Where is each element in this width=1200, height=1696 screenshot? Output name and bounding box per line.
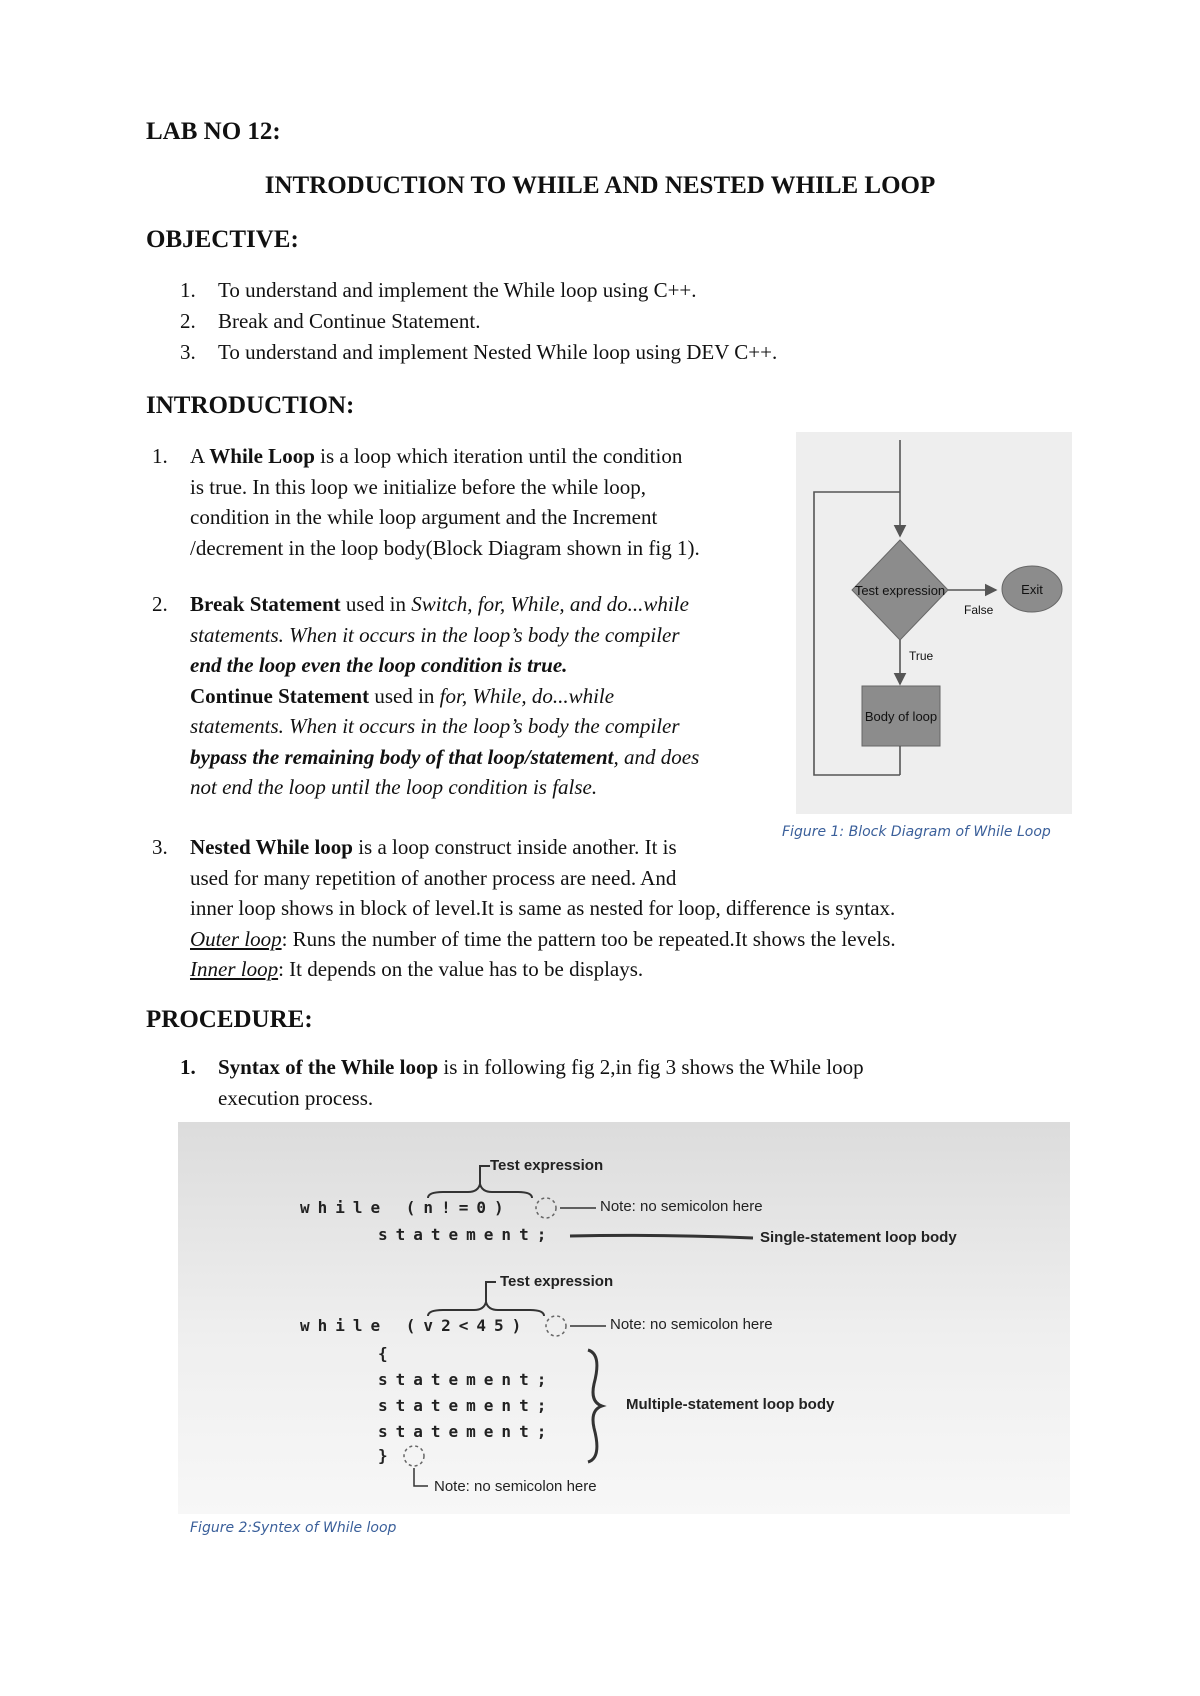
introduction-heading: INTRODUCTION: bbox=[146, 392, 355, 419]
true-label: True bbox=[909, 649, 934, 663]
text-line: statements. When it occurs in the loop’s body the compiler bbox=[190, 622, 680, 647]
test-expression-label: Test expression bbox=[854, 583, 946, 598]
outer-loop-label: Outer loop bbox=[190, 926, 282, 951]
objective-list bbox=[180, 275, 777, 368]
intro-item-1 bbox=[152, 441, 790, 563]
lab-number: LAB NO 12: bbox=[146, 118, 281, 145]
text: Switch, for, While, and do...while bbox=[411, 592, 689, 616]
list-item bbox=[180, 275, 777, 306]
syntax-term: Syntax of the While loop bbox=[218, 1055, 439, 1079]
false-label: False bbox=[964, 603, 994, 617]
continue-statement-term: Continue Statement bbox=[190, 683, 370, 708]
code-line: { bbox=[378, 1344, 396, 1363]
page-title: INTRODUCTION TO WHILE AND NESTED WHILE LOOP bbox=[264, 172, 936, 199]
body-of-loop-label: Body of loop bbox=[864, 709, 938, 724]
semicolon-marker bbox=[546, 1316, 566, 1336]
test-expression-brace bbox=[428, 1302, 544, 1316]
code-line: statement; bbox=[378, 1225, 555, 1244]
test-expression-label: Test expression bbox=[500, 1273, 614, 1290]
list-item bbox=[180, 306, 777, 337]
text: is a loop construct inside another. It is bbox=[352, 835, 677, 859]
text: bypass the remaining body of that loop/statement bbox=[190, 744, 614, 769]
single-body-leader bbox=[570, 1235, 753, 1238]
test-expression-label: Test expression bbox=[490, 1157, 604, 1174]
figure-1-caption: Figure 1: Block Diagram of While Loop bbox=[782, 824, 1051, 840]
intro-item-2 bbox=[152, 589, 790, 803]
list-number: 2. bbox=[152, 592, 168, 616]
list-number: 1. bbox=[180, 1055, 196, 1079]
text: : It depends on the value has to be displays. bbox=[278, 957, 644, 981]
single-body-label: Single-statement loop body bbox=[760, 1229, 957, 1246]
text: is a loop which iteration until the condition bbox=[314, 444, 683, 468]
intro-item-3 bbox=[152, 832, 1130, 985]
note-label: Note: no semicolon here bbox=[600, 1198, 763, 1215]
multi-body-brace bbox=[588, 1350, 602, 1462]
semicolon-marker bbox=[404, 1446, 424, 1466]
figure-2-caption: Figure 2:Syntex of While loop bbox=[190, 1520, 397, 1536]
text: is in following fig 2,in fig 3 shows the While loop bbox=[438, 1055, 864, 1079]
while-loop-term: While Loop bbox=[209, 444, 315, 468]
text: A bbox=[190, 444, 210, 468]
text: used in bbox=[369, 683, 440, 708]
code-line: statement; bbox=[378, 1370, 555, 1389]
text-line: not end the loop until the loop condition is false. bbox=[190, 775, 598, 799]
test-expression-brace bbox=[428, 1184, 532, 1198]
list-text: Break and Continue Statement. bbox=[218, 309, 481, 333]
list-number: 1. bbox=[180, 278, 196, 302]
code-line: statement; bbox=[378, 1396, 555, 1415]
nested-while-term: Nested While loop bbox=[190, 835, 353, 859]
procedure-item-1 bbox=[180, 1052, 1018, 1113]
code-line: while (v2<45) bbox=[300, 1316, 530, 1335]
note-label: Note: no semicolon here bbox=[610, 1316, 773, 1333]
text: : Runs the number of time the pattern too be repeated.It shows the levels. bbox=[281, 926, 896, 951]
inner-loop-label: Inner loop bbox=[190, 957, 279, 981]
note-leader bbox=[414, 1468, 428, 1486]
semicolon-marker bbox=[536, 1198, 556, 1218]
note-label: Note: no semicolon here bbox=[434, 1478, 597, 1495]
text-line: used for many repetition of another process are need. And bbox=[190, 865, 677, 890]
text-line: end the loop even the loop condition is true. bbox=[190, 653, 568, 677]
exit-label: Exit bbox=[1021, 582, 1043, 597]
figure-1-block-diagram bbox=[796, 432, 1072, 814]
text-line: is true. In this loop we initialize before the while loop, bbox=[190, 474, 647, 499]
test-expression-pointer bbox=[480, 1166, 490, 1184]
text-line: statements. When it occurs in the loop’s body the compiler bbox=[190, 714, 680, 738]
text: for, While, do...while bbox=[439, 683, 615, 708]
text-line: execution process. bbox=[218, 1085, 374, 1110]
list-text: To understand and implement the While loop using C++. bbox=[218, 278, 697, 302]
break-statement-term: Break Statement bbox=[190, 592, 341, 616]
text-line: /decrement in the loop body(Block Diagram shown in fig 1). bbox=[190, 535, 700, 560]
text: used in bbox=[340, 592, 412, 616]
list-number: 3. bbox=[152, 835, 168, 859]
text: , and does bbox=[613, 744, 700, 769]
list-number: 3. bbox=[180, 340, 196, 364]
list-text: To understand and implement Nested While loop using DEV C++. bbox=[218, 340, 778, 364]
multi-body-label: Multiple-statement loop body bbox=[626, 1396, 835, 1413]
list-number: 1. bbox=[152, 444, 168, 468]
figure-2-syntax bbox=[178, 1122, 1070, 1514]
code-line: while (n!=0) bbox=[300, 1198, 512, 1217]
text-line: inner loop shows in block of level.It is same as nested for loop, difference is syntax. bbox=[190, 896, 896, 920]
list-item bbox=[180, 337, 777, 368]
flowchart bbox=[796, 432, 1072, 814]
text-line: condition in the while loop argument and the Increment bbox=[190, 505, 658, 529]
test-expression-pointer bbox=[486, 1282, 496, 1302]
objective-heading: OBJECTIVE: bbox=[146, 226, 299, 253]
procedure-heading: PROCEDURE: bbox=[146, 1006, 313, 1033]
list-number: 2. bbox=[180, 309, 196, 333]
code-line: } bbox=[378, 1446, 396, 1465]
code-line: statement; bbox=[378, 1422, 555, 1441]
